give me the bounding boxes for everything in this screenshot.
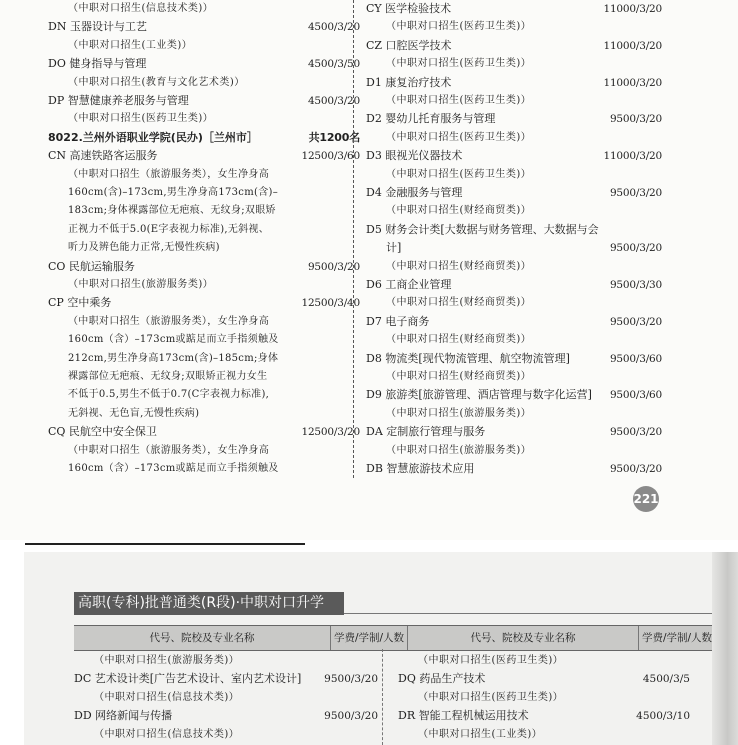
enrollment-note — [398, 689, 690, 707]
entry-text: （中职对口招生(旅游服务类)） — [386, 444, 532, 456]
entry-text: （中职对口招生(医药卫生类)） — [386, 21, 532, 33]
major-entry — [74, 670, 378, 688]
entry-text: DN 玉器设计与工艺 — [48, 20, 147, 34]
entry-text: （中职对口招生(医药卫生类)） — [386, 95, 532, 106]
enrollment-note — [366, 202, 662, 220]
page-number: 221 — [633, 486, 659, 512]
entry-text: D5 财务会计类[大数据与财务管理、大数据与会 — [366, 222, 599, 236]
header-fee-term-count-2: 学费/学制/人数 — [638, 626, 715, 650]
lower-column-divider — [382, 649, 383, 745]
entry-text: （中职对口招生（旅游服务类），女生净身高 — [68, 168, 269, 180]
fee-term-count: 9500/3/30 — [609, 279, 662, 291]
enrollment-note — [74, 689, 378, 707]
entry-text: 不低于0.5,男生不低于0.7(C字表视力标准), — [68, 389, 270, 401]
enrollment-note — [48, 239, 360, 257]
major-entry — [366, 350, 662, 368]
section-banner: 高职(专科)批普通类(R段)·中职对口升学 — [74, 592, 344, 615]
enrollment-note — [48, 276, 360, 294]
fee-term-count: 4500/3/10 — [636, 710, 690, 723]
header-fee-term-count: 学费/学制/人数 — [330, 626, 407, 650]
fee-term-count: 12500/3/60 — [301, 150, 360, 163]
entry-text: D9 旅游类[旅游管理、酒店管理与数字化运营] — [366, 388, 592, 402]
entry-text: D8 物流类[现代物流管理、航空物流管理] — [366, 351, 570, 365]
enrollment-note — [48, 331, 360, 349]
entry-text: D7 电子商务 — [366, 314, 430, 328]
entry-text: DO 健身指导与管理 — [48, 57, 147, 71]
table-header — [74, 625, 714, 651]
entry-text: CO 民航运输服务 — [48, 259, 135, 273]
major-entry — [48, 294, 360, 312]
enrollment-note — [48, 313, 360, 331]
fee-term-count: 9500/3/60 — [609, 389, 662, 402]
page-gap — [0, 540, 738, 552]
major-entry — [48, 423, 360, 441]
enrollment-note — [74, 726, 378, 744]
enrollment-note — [366, 331, 662, 349]
fee-term-count: 9500/3/20 — [324, 673, 378, 686]
fee-term-count: 9500/3/20 — [609, 187, 662, 199]
entry-text: （中职对口招生(教育与文化艺术类)） — [68, 76, 245, 88]
enrollment-note — [366, 405, 662, 423]
fee-term-count: 12500/3/40 — [301, 297, 360, 310]
fee-term-count: 9500/3/20 — [609, 426, 662, 439]
major-entry — [366, 147, 662, 165]
entry-text: 212cm,男生净身高173cm(含)–185cm;身体 — [68, 352, 279, 364]
entry-text: （中职对口招生(信息技术类)） — [68, 3, 214, 14]
enrollment-note — [366, 18, 662, 36]
enrollment-note — [74, 652, 378, 670]
enrollment-note — [48, 202, 360, 220]
major-entry — [74, 707, 378, 725]
fee-term-count: 9500/3/20 — [307, 260, 360, 273]
major-entry — [398, 707, 690, 725]
major-entry — [48, 55, 360, 73]
page-edge-rule — [25, 543, 305, 545]
major-entry — [366, 276, 662, 294]
enrollment-note — [366, 55, 662, 73]
entry-text: 正视力不低于5.0(E字表视力标准),无斜视、 — [68, 223, 270, 235]
entry-text: （中职对口招生(医药卫生类)） — [386, 58, 532, 70]
fee-term-count: 9500/3/20 — [609, 315, 662, 328]
entry-text: D1 康复治疗技术 — [366, 75, 452, 89]
enrollment-note — [366, 442, 662, 460]
entry-text: DA 定制旅行管理与服务 — [366, 425, 486, 439]
fee-term-count: 4500/3/50 — [307, 58, 360, 71]
enrollment-note — [48, 460, 360, 478]
entry-text: 8022.兰州外语职业学院(民办)［兰州市］ — [48, 130, 258, 144]
entry-text: 160cm(含)–173cm,男生净身高173cm(含)– — [68, 187, 278, 198]
entry-text: CN 高速铁路客运服务 — [48, 149, 158, 163]
enrollment-note — [48, 442, 360, 460]
enrollment-note — [48, 184, 360, 202]
entry-text: （中职对口招生(旅游服务类)） — [386, 407, 532, 419]
book-spine-shadow — [712, 552, 738, 745]
entry-text: 听力及辨色能力正常,无慢性疾病) — [68, 242, 220, 254]
major-entry — [366, 239, 662, 257]
major-entry — [48, 147, 360, 165]
entry-text: （中职对口招生（旅游服务类），女生净身高 — [68, 315, 269, 327]
enrollment-note — [398, 726, 690, 744]
enrollment-note — [48, 405, 360, 423]
enrollment-note — [366, 166, 662, 184]
entry-text: CY 医学检验技术 — [366, 2, 452, 15]
major-entry — [366, 110, 662, 128]
entry-text: （中职对口招生(医药卫生类)） — [418, 691, 564, 703]
enrollment-note — [366, 258, 662, 276]
entry-text: DP 智慧健康养老服务与管理 — [48, 94, 189, 107]
enrollment-note — [48, 166, 360, 184]
entry-text: （中职对口招生(财经商贸类)） — [386, 371, 532, 382]
entry-text: D3 眼视光仪器技术 — [366, 149, 463, 163]
enrollment-note — [366, 129, 662, 147]
entry-text: 计] — [386, 241, 402, 255]
entry-text: DB 智慧旅游技术应用 — [366, 462, 475, 475]
entry-text: （中职对口招生(医药卫生类)） — [68, 113, 214, 125]
entry-text: 160cm（含）–173cm或踮足而立手指须触及 — [68, 334, 279, 346]
entry-text: （中职对口招生(信息技术类)） — [94, 691, 240, 703]
enrollment-note — [48, 110, 360, 128]
entry-text: （中职对口招生(信息技术类)） — [94, 728, 240, 740]
entry-text: DR 智能工程机械运用技术 — [398, 709, 529, 723]
entry-text: D4 金融服务与管理 — [366, 186, 463, 199]
entry-text: （中职对口招生(工业类)） — [418, 728, 543, 740]
entry-text: DD 网络新闻与传播 — [74, 709, 173, 723]
major-entry — [366, 386, 662, 404]
major-entry — [366, 423, 662, 441]
major-entry — [366, 37, 662, 55]
major-entry — [366, 184, 662, 202]
enrollment-note — [48, 368, 360, 386]
entry-text: （中职对口招生(医药卫生类)） — [386, 131, 532, 143]
entry-text: D2 婴幼儿托育服务与管理 — [366, 112, 496, 126]
column-divider — [353, 0, 354, 478]
fee-term-count: 9500/3/20 — [609, 113, 662, 126]
fee-term-count: 9500/3/20 — [324, 710, 378, 723]
lower-page — [24, 552, 738, 745]
major-entry — [398, 670, 690, 688]
banner-rule — [344, 613, 712, 614]
enrollment-note — [48, 74, 360, 92]
major-entry — [366, 460, 662, 478]
fee-term-count: 4500/3/5 — [642, 673, 690, 686]
enrollment-note — [48, 350, 360, 368]
enrollment-note — [48, 0, 360, 18]
fee-term-count: 9500/3/20 — [609, 463, 662, 475]
fee-term-count: 4500/3/20 — [307, 95, 360, 107]
fee-term-count: 11000/3/20 — [603, 76, 662, 89]
enrollment-note — [398, 652, 690, 670]
enrollment-note — [48, 386, 360, 404]
entry-text: （中职对口招生(财经商贸类)） — [386, 297, 532, 309]
entry-text: 裸露部位无疤痕、无纹身;双眼矫正视力女生 — [68, 371, 268, 382]
entry-text: （中职对口招生(旅游服务类)） — [68, 279, 214, 290]
entry-text: （中职对口招生(工业类)） — [68, 39, 193, 51]
fee-term-count: 12500/3/20 — [301, 426, 360, 439]
entry-text: DC 艺术设计类[广告艺术设计、室内艺术设计] — [74, 672, 302, 686]
major-entry — [366, 0, 662, 18]
enrollment-note — [366, 294, 662, 312]
major-entry — [366, 74, 662, 92]
major-entry — [366, 313, 662, 331]
entry-text: CQ 民航空中安全保卫 — [48, 425, 157, 439]
entry-text: 183cm;身体裸露部位无疤痕、无纹身;双眼矫 — [68, 205, 276, 217]
entry-text: 无斜视、无色盲,无慢性疾病) — [68, 407, 200, 419]
entry-text: （中职对口招生(财经商贸类)） — [386, 205, 532, 217]
fee-term-count: 9500/3/60 — [609, 352, 662, 365]
entry-text: （中职对口招生(财经商贸类)） — [386, 260, 532, 272]
entry-text: （中职对口招生(医药卫生类)） — [386, 168, 532, 180]
entry-text: DQ 药品生产技术 — [398, 672, 486, 686]
school-heading — [48, 129, 360, 147]
entry-text: （中职对口招生(医药卫生类)） — [418, 655, 564, 666]
major-entry — [366, 221, 662, 239]
entry-text: 160cm（含）–173cm或踮足而立手指须触及 — [68, 463, 279, 474]
entry-text: CP 空中乘务 — [48, 296, 112, 310]
fee-term-count: 4500/3/20 — [307, 21, 360, 34]
fee-term-count: 9500/3/20 — [609, 242, 662, 255]
fee-term-count: 11000/3/20 — [603, 150, 662, 163]
enrollment-note — [366, 92, 662, 110]
enrollment-note — [48, 37, 360, 55]
enrollment-note — [366, 368, 662, 386]
entry-text: （中职对口招生(财经商贸类)） — [386, 334, 532, 346]
fee-term-count: 11000/3/20 — [603, 3, 662, 15]
entry-text: CZ 口腔医学技术 — [366, 38, 452, 52]
entry-text: D6 工商企业管理 — [366, 278, 452, 291]
entry-text: （中职对口招生(旅游服务类)） — [94, 655, 240, 666]
major-entry — [48, 18, 360, 36]
fee-term-count: 共1200名 — [308, 130, 360, 144]
enrollment-note — [48, 221, 360, 239]
major-entry — [48, 92, 360, 110]
header-school-major: 代号、院校及专业名称 — [149, 632, 255, 644]
entry-text: （中职对口招生（旅游服务类），女生净身高 — [68, 444, 269, 456]
major-entry — [48, 258, 360, 276]
fee-term-count: 11000/3/20 — [603, 39, 662, 52]
header-school-major-2: 代号、院校及专业名称 — [407, 626, 638, 650]
